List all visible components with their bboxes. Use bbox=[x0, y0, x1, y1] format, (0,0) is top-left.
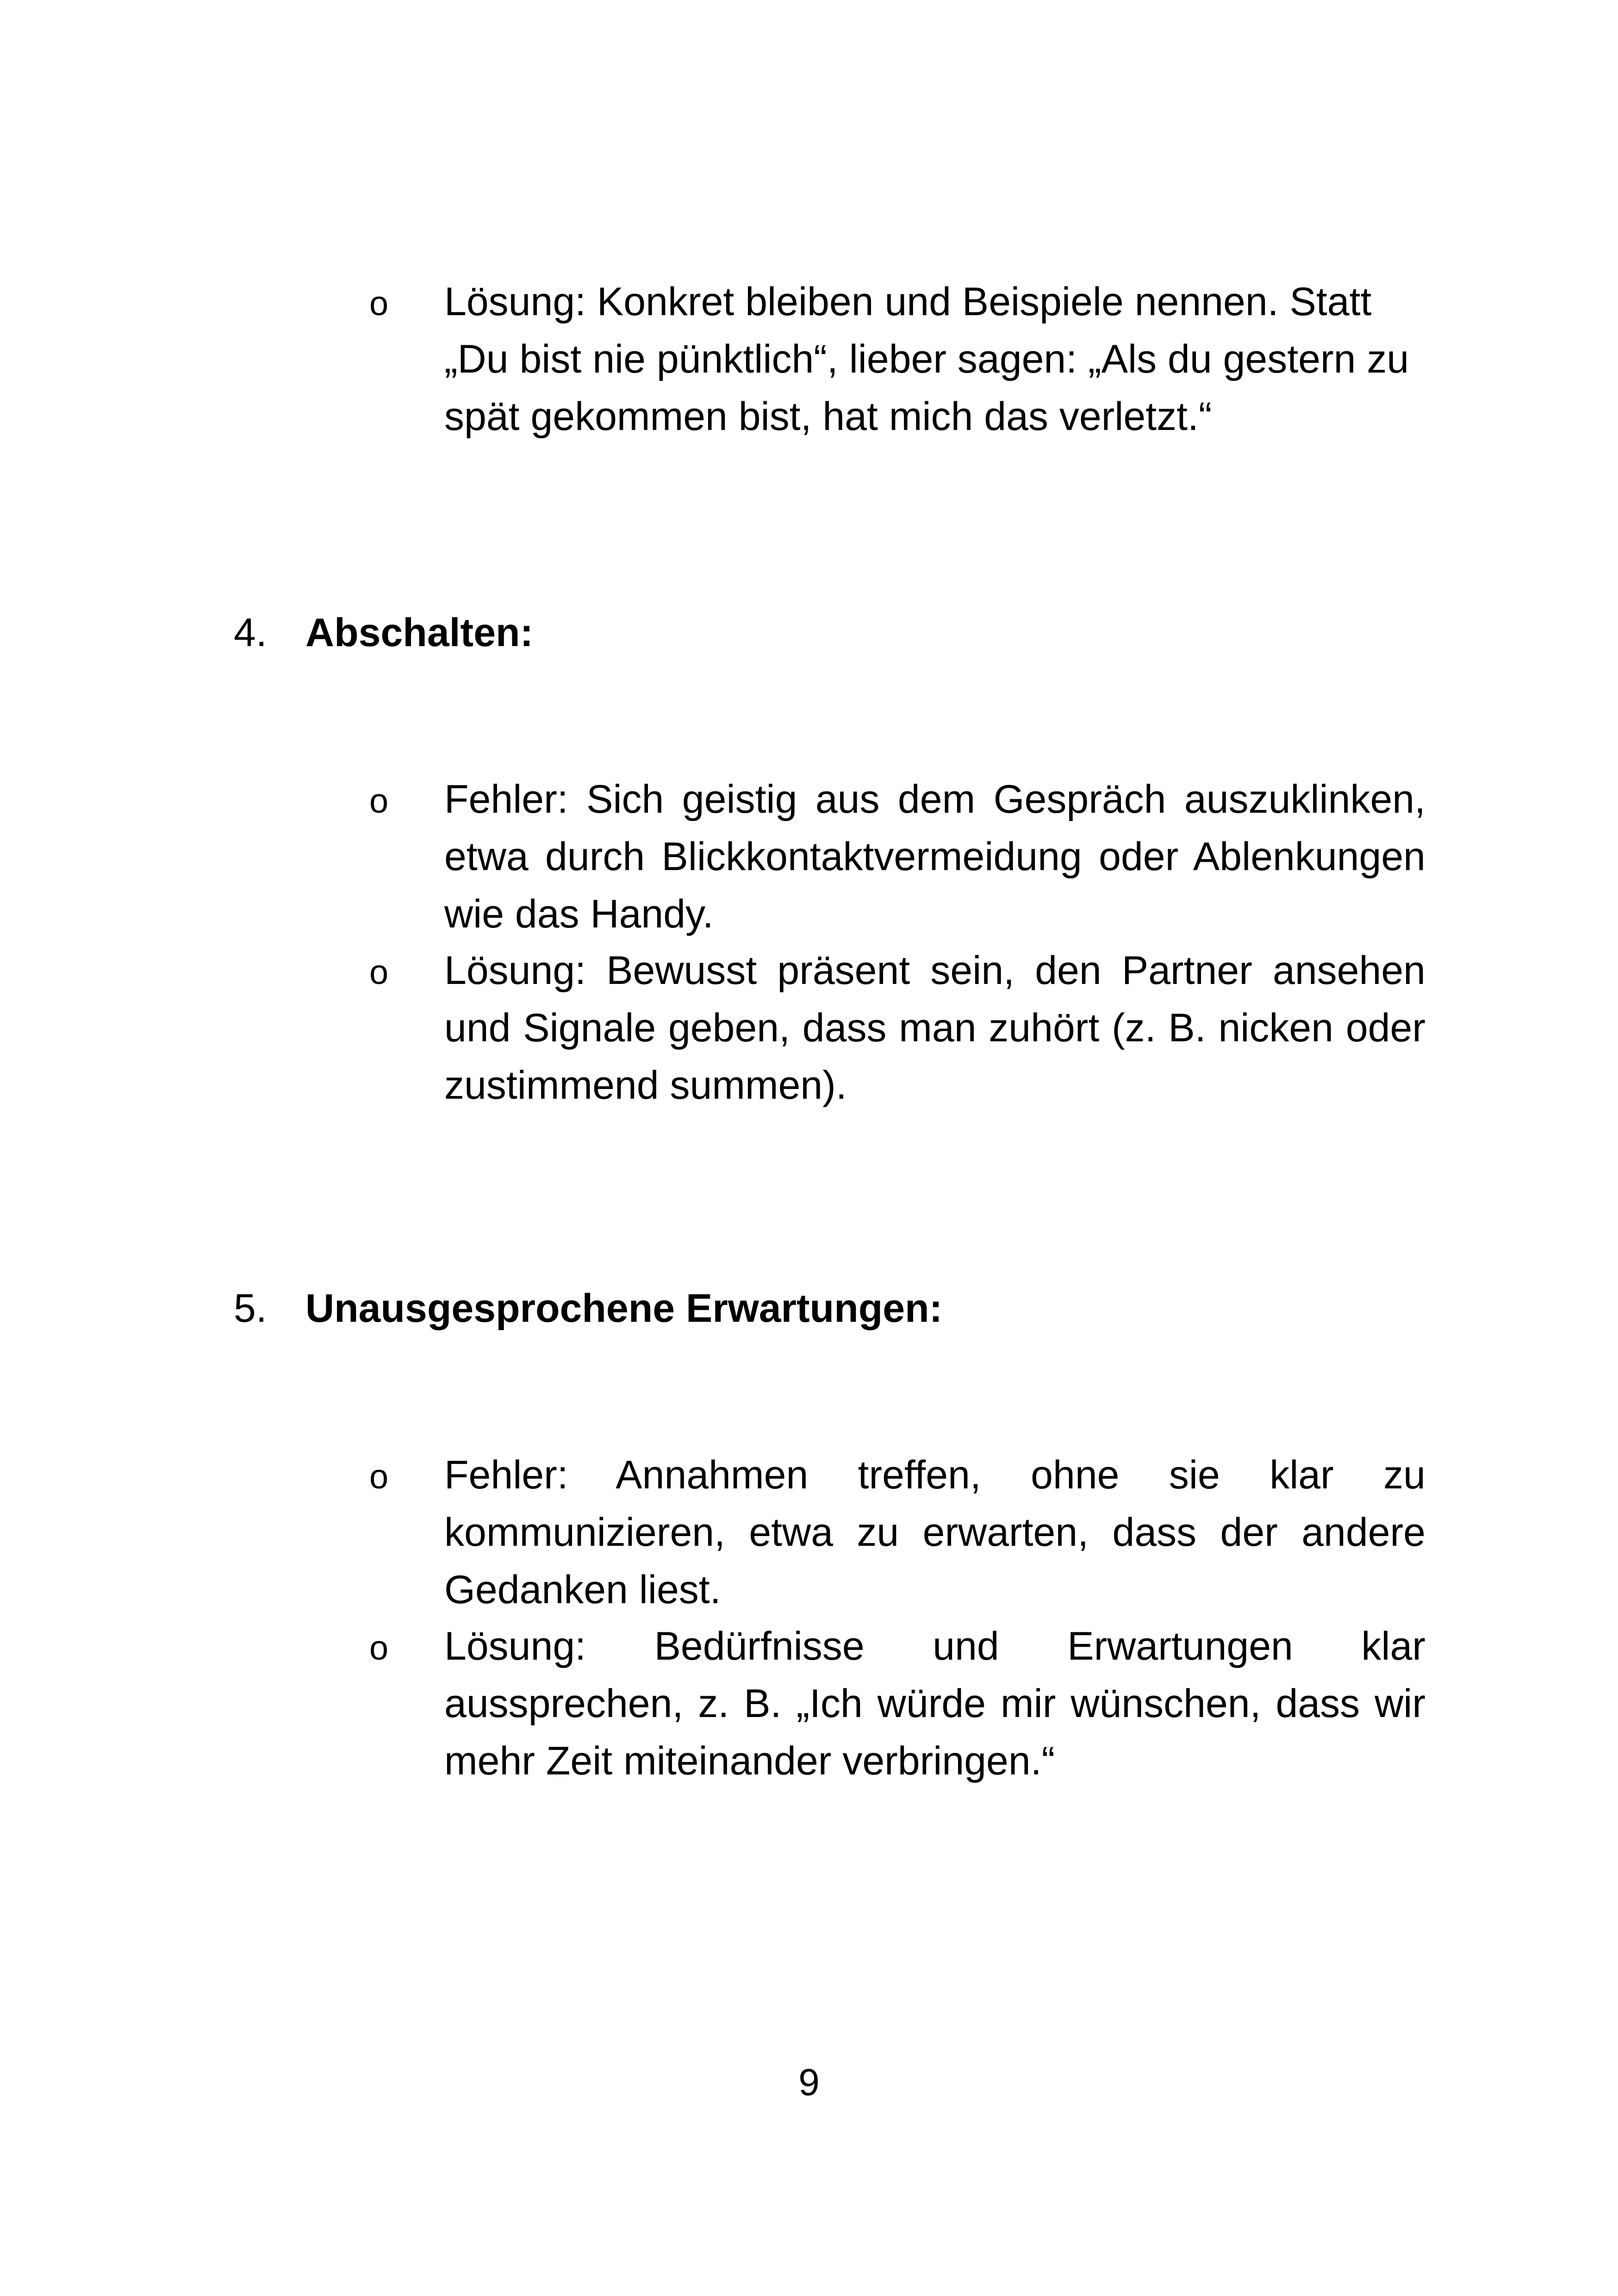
section-title: Unausgesprochene Erwartungen: bbox=[305, 1286, 943, 1331]
list-item-text: Lösung: Bedürfnisse und Erwartungen klar aussprechen, z. B. „Ich würde mir wünschen, dass wir mehr Zeit miteinander verbringen.“ bbox=[444, 1624, 1425, 1783]
bullet-marker: o bbox=[369, 1629, 389, 1667]
section-heading bbox=[0, 604, 1618, 664]
list-item-text: Lösung: Bewusst präsent sein, den Partner ansehen und Signale geben, dass man zuhört (z. B. nicken oder zustimmend summen). bbox=[444, 948, 1425, 1108]
bullet-marker: o bbox=[369, 782, 389, 820]
bullet-marker: o bbox=[369, 284, 389, 323]
section-heading bbox=[0, 1280, 1618, 1340]
list-item-text: Fehler: Sich geistig aus dem Gespräch auszuklinken, etwa durch Blickkontaktvermeidung oder Ablenkungen wie das Handy. bbox=[444, 777, 1425, 936]
bullet-marker: o bbox=[369, 953, 389, 991]
bullet-marker: o bbox=[369, 1457, 389, 1496]
list-item-text: Lösung: Konkret bleiben und Beispiele nennen. Statt „Du bist nie pünktlich“, lieber sagen: „Als du gestern zu spät gekommen bist, hat mich das verletzt.“ bbox=[444, 280, 1409, 439]
section-number: 5. bbox=[234, 1286, 267, 1331]
section-number: 4. bbox=[234, 610, 267, 655]
section-title: Abschalten: bbox=[305, 610, 534, 655]
list-item-text: Fehler: Annahmen treffen, ohne sie klar zu kommunizieren, etwa zu erwarten, dass der andere Gedanken liest. bbox=[444, 1453, 1425, 1612]
page-number: 9 bbox=[798, 2061, 820, 2103]
